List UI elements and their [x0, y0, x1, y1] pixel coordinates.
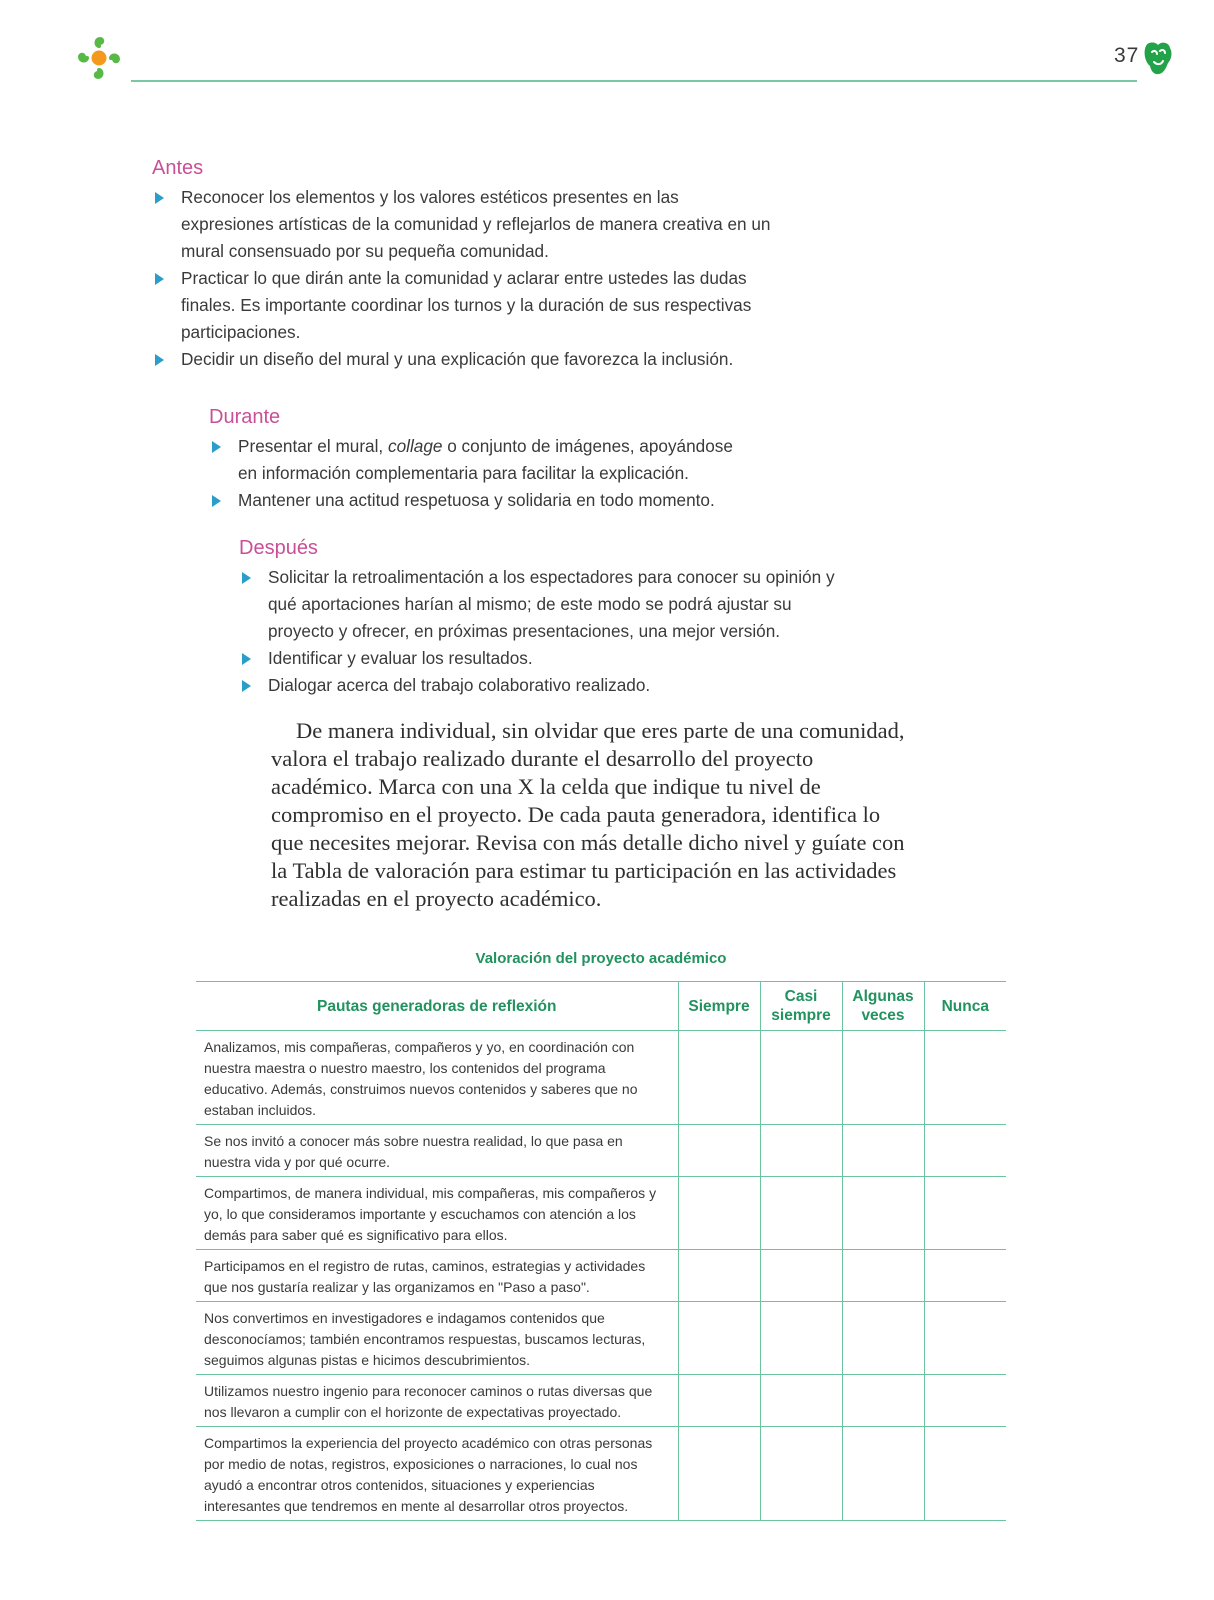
header-line: Casi [784, 988, 818, 1005]
criterion-cell: Analizamos, mis compañeras, compañeros y yo, en coordinación con nuestra maestra o nuestro maestro, los contenidos del programa educativo. Además, construimos nuevos contenidos y saberes que no estaban incluidos. [196, 1031, 678, 1125]
checkbox-cell-nunca[interactable] [924, 1177, 1006, 1250]
table-row [196, 1177, 1006, 1250]
checkbox-cell-casi-siempre[interactable] [760, 1250, 842, 1302]
table-title: Valoración del proyecto académico [475, 950, 727, 967]
durante-list [209, 433, 749, 514]
triangle-bullet-icon [242, 680, 251, 692]
checkbox-cell-nunca[interactable] [924, 1250, 1006, 1302]
table-row [196, 1302, 1006, 1375]
column-header-siempre: Siempre [678, 982, 760, 1031]
instructions-text: De manera individual, sin olvidar que eres parte de una comunidad, valora el trabajo realizado durante el desarrollo del proyecto académico. Marca con una X la celda que indique tu nivel de compromiso en el proyecto. De cada pauta generadora, identifica lo que necesites mejorar. Revisa con más detalle dicho nivel y guíate con la Tabla de valoración para estimar tu participación en las actividades realizadas en el proyecto académico. [271, 718, 905, 911]
checkbox-cell-algunas-veces[interactable] [842, 1250, 924, 1302]
list-item-text-part: o conjunto de imágenes, apoyándose en información complementaria para facilitar la explicación. [238, 436, 733, 483]
header-line: siempre [771, 1007, 831, 1024]
checkbox-cell-nunca[interactable] [924, 1302, 1006, 1375]
column-header-casi-siempre [760, 982, 842, 1031]
list-item-text: Decidir un diseño del mural y una explicación que favorezca la inclusión. [181, 349, 734, 369]
antes-list [152, 184, 772, 373]
list-item [209, 433, 749, 487]
list-item-text: Identificar y evaluar los resultados. [268, 648, 533, 668]
checkbox-cell-algunas-veces[interactable] [842, 1427, 924, 1521]
column-header-nunca: Nunca [924, 982, 1006, 1031]
section-heading-durante: Durante [209, 406, 281, 428]
triangle-bullet-icon [155, 354, 164, 366]
criterion-cell: Participamos en el registro de rutas, caminos, estrategias y actividades que nos gustaría realizar y las organizamos en "Paso a paso". [196, 1250, 678, 1302]
section-durante [209, 406, 749, 514]
criterion-cell: Utilizamos nuestro ingenio para reconocer caminos o rutas diversas que nos llevaron a cumplir con el horizonte de expectativas proyectado. [196, 1375, 678, 1427]
list-item [239, 564, 849, 645]
list-item-text: Reconocer los elementos y los valores estéticos presentes en las expresiones artísticas de la comunidad y reflejarlos de manera creativa en un mural consensuado por su pequeña comunidad. [181, 187, 771, 261]
triangle-bullet-icon [212, 495, 221, 507]
list-item-text-part: Presentar el mural, [238, 436, 388, 456]
checkbox-cell-siempre[interactable] [678, 1427, 760, 1521]
checkbox-cell-algunas-veces[interactable] [842, 1031, 924, 1125]
flower-logo-icon [74, 34, 124, 84]
list-item-text: Dialogar acerca del trabajo colaborativo realizado. [268, 675, 651, 695]
checkbox-cell-nunca[interactable] [924, 1375, 1006, 1427]
checkbox-cell-siempre[interactable] [678, 1302, 760, 1375]
section-heading-despues: Después [239, 537, 318, 559]
checkbox-cell-siempre[interactable] [678, 1125, 760, 1177]
list-item-text: Solicitar la retroalimentación a los espectadores para conocer su opinión y qué aportaciones harían al mismo; de este modo se podrá ajustar su proyecto y ofrecer, en próximas presentaciones, una mejor versión. [268, 567, 835, 641]
checkbox-cell-algunas-veces[interactable] [842, 1375, 924, 1427]
checkbox-cell-algunas-veces[interactable] [842, 1125, 924, 1177]
triangle-bullet-icon [212, 441, 221, 453]
list-item [209, 487, 749, 514]
checkbox-cell-siempre[interactable] [678, 1250, 760, 1302]
checkbox-cell-nunca[interactable] [924, 1031, 1006, 1125]
list-item [152, 184, 772, 265]
triangle-bullet-icon [155, 273, 164, 285]
table-header-row [196, 982, 1006, 1031]
evaluation-table [196, 981, 1006, 1521]
header-rule [131, 80, 1137, 82]
checkbox-cell-siempre[interactable] [678, 1031, 760, 1125]
checkbox-cell-casi-siempre[interactable] [760, 1177, 842, 1250]
section-despues [239, 537, 849, 699]
checkbox-cell-casi-siempre[interactable] [760, 1302, 842, 1375]
triangle-bullet-icon [242, 653, 251, 665]
criterion-cell: Compartimos la experiencia del proyecto académico con otras personas por medio de notas, registros, exposiciones o narraciones, lo cual nos ayudó a encontrar otros contenidos, situaciones y experiencias interesantes que tendremos en mente al desarrollar otros proyectos. [196, 1427, 678, 1521]
checkbox-cell-algunas-veces[interactable] [842, 1302, 924, 1375]
checkbox-cell-siempre[interactable] [678, 1177, 760, 1250]
checkbox-cell-algunas-veces[interactable] [842, 1177, 924, 1250]
list-item [239, 645, 849, 672]
table-row [196, 1427, 1006, 1521]
green-badge-icon [1142, 40, 1174, 76]
triangle-bullet-icon [155, 192, 164, 204]
column-header-pautas: Pautas generadoras de reflexión [196, 982, 678, 1031]
header-line: Algunas [852, 988, 914, 1005]
checkbox-cell-nunca[interactable] [924, 1125, 1006, 1177]
checkbox-cell-casi-siempre[interactable] [760, 1031, 842, 1125]
triangle-bullet-icon [242, 572, 251, 584]
checkbox-cell-casi-siempre[interactable] [760, 1427, 842, 1521]
checkbox-cell-nunca[interactable] [924, 1427, 1006, 1521]
despues-list [239, 564, 849, 699]
table-row [196, 1250, 1006, 1302]
list-item-text: Mantener una actitud respetuosa y solidaria en todo momento. [238, 490, 715, 510]
table-row [196, 1125, 1006, 1177]
list-item [152, 265, 772, 346]
column-header-algunas-veces [842, 982, 924, 1031]
table-row [196, 1031, 1006, 1125]
checkbox-cell-siempre[interactable] [678, 1375, 760, 1427]
header-line: veces [861, 1007, 905, 1024]
criterion-cell: Compartimos, de manera individual, mis compañeras, mis compañeros y yo, lo que consideramos importante y escuchamos con atención a los demás para saber qué es significativo para ellos. [196, 1177, 678, 1250]
checkbox-cell-casi-siempre[interactable] [760, 1375, 842, 1427]
criterion-cell: Nos convertimos en investigadores e indagamos contenidos que desconocíamos; también encontramos respuestas, buscamos lecturas, seguimos algunas pistas e hicimos descubrimientos. [196, 1302, 678, 1375]
criterion-cell: Se nos invitó a conocer más sobre nuestra realidad, lo que pasa en nuestra vida y por qué ocurre. [196, 1125, 678, 1177]
table-row [196, 1375, 1006, 1427]
list-item-italic-term: collage [387, 436, 443, 456]
instructions-paragraph [271, 717, 911, 913]
checkbox-cell-casi-siempre[interactable] [760, 1125, 842, 1177]
list-item [152, 346, 772, 373]
section-heading-antes: Antes [152, 157, 204, 179]
page-number: 37 [1114, 44, 1140, 67]
list-item-text: Practicar lo que dirán ante la comunidad y aclarar entre ustedes las dudas finales. Es importante coordinar los turnos y la duración de sus respectivas participaciones. [181, 268, 752, 342]
list-item [239, 672, 849, 699]
section-antes [152, 157, 772, 373]
